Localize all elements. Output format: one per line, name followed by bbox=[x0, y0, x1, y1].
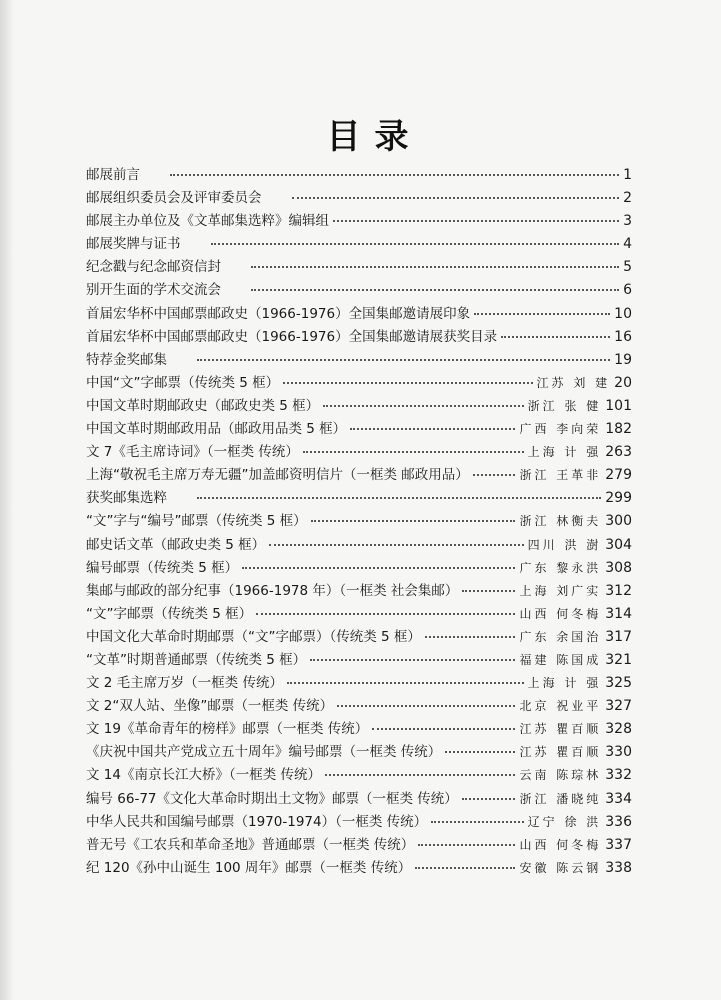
toc-entry-title: “文革”时期普通邮票（传统类 5 框） bbox=[86, 651, 307, 668]
toc-entry-page: 312 bbox=[605, 582, 632, 599]
toc-entry-title: 邮展奖牌与证书 bbox=[86, 236, 181, 253]
toc-entry[interactable] bbox=[86, 740, 632, 763]
toc-entry[interactable] bbox=[86, 763, 632, 786]
dot-leader bbox=[323, 405, 523, 407]
toc-entry-author: 江苏 瞿百顺 bbox=[519, 745, 602, 760]
toc-entry-page: 336 bbox=[605, 813, 632, 830]
toc-entry-title: 文 14《南京长江大桥》（一框类 传统） bbox=[86, 767, 322, 784]
toc-entry-page: 328 bbox=[605, 721, 632, 738]
toc-entry[interactable] bbox=[86, 556, 632, 579]
toc-entry-page: 4 bbox=[623, 236, 632, 253]
toc-entry[interactable] bbox=[86, 856, 632, 879]
toc-entry[interactable] bbox=[86, 278, 632, 301]
toc-entry-author: 山西 何冬梅 bbox=[519, 837, 602, 852]
dot-leader bbox=[197, 359, 610, 361]
toc-entry-author: 上海 刘广实 bbox=[519, 583, 602, 598]
dot-leader bbox=[445, 751, 515, 753]
toc-entry[interactable] bbox=[86, 602, 632, 625]
dot-leader bbox=[462, 798, 516, 800]
toc-entry-page: 308 bbox=[605, 559, 632, 576]
toc-entry-title: 邮展组织委员会及评审委员会 bbox=[86, 190, 262, 207]
dot-leader bbox=[256, 613, 515, 615]
dot-leader bbox=[170, 174, 619, 176]
toc-entry-title: 获奖邮集选粹 bbox=[86, 490, 167, 507]
toc-entry-page: 3 bbox=[623, 213, 632, 230]
toc-entry-page: 321 bbox=[605, 651, 632, 668]
toc-entry-page: 334 bbox=[605, 790, 632, 807]
toc-entry-author: 四川 洪 澍 bbox=[527, 537, 602, 552]
toc-entry[interactable] bbox=[86, 255, 632, 278]
toc-entry[interactable] bbox=[86, 440, 632, 463]
toc-entry-title: “文”字邮票（传统类 5 框） bbox=[86, 605, 253, 622]
toc-entry-page: 101 bbox=[605, 397, 632, 414]
dot-leader bbox=[418, 844, 515, 846]
toc-entry-page: 314 bbox=[605, 605, 632, 622]
toc-entry-author: 浙江 王革非 bbox=[519, 468, 602, 483]
toc-entry-title: 别开生面的学术交流会 bbox=[86, 282, 221, 299]
toc-entry-title: 编号邮票（传统类 5 框） bbox=[86, 559, 239, 576]
dot-leader bbox=[292, 197, 620, 199]
toc-entry[interactable] bbox=[86, 163, 632, 186]
toc-entry-author: 江苏 瞿百顺 bbox=[519, 722, 602, 737]
dot-leader bbox=[372, 728, 515, 730]
toc-entry-page: 325 bbox=[605, 675, 632, 692]
toc-entry[interactable] bbox=[86, 648, 632, 671]
toc-entry-page: 16 bbox=[614, 328, 632, 345]
toc-entry-title: 上海“敬祝毛主席万寿无疆”加盖邮资明信片（一框类 邮政用品） bbox=[86, 467, 469, 484]
dot-leader bbox=[473, 474, 516, 476]
toc-entry[interactable] bbox=[86, 209, 632, 232]
toc-entry-title: 集邮与邮政的部分纪事（1966-1978 年）（一框类 社会集邮） bbox=[86, 582, 459, 599]
toc-entry-title: 特荐金奖邮集 bbox=[86, 351, 167, 368]
toc-entry-author: 浙江 林衡夫 bbox=[519, 514, 602, 529]
toc-entry-title: 首届宏华杯中国邮票邮政史（1966-1976）全国集邮邀请展获奖目录 bbox=[86, 328, 498, 345]
dot-leader bbox=[474, 313, 610, 315]
dot-leader bbox=[462, 590, 515, 592]
toc-entry[interactable] bbox=[86, 833, 632, 856]
toc-entry[interactable] bbox=[86, 579, 632, 602]
toc-entry-page: 279 bbox=[605, 467, 632, 484]
toc-entry-author: 云南 陈琮林 bbox=[519, 768, 602, 783]
toc-entry[interactable] bbox=[86, 486, 632, 509]
toc-entry[interactable] bbox=[86, 694, 632, 717]
dot-leader bbox=[415, 867, 515, 869]
dot-leader bbox=[287, 682, 524, 684]
toc-entry-title: 中国文革时期邮政用品（邮政用品类 5 框） bbox=[86, 421, 347, 438]
toc-entry-title: 纪 120《孙中山诞生 100 周年》邮票（一框类 传统） bbox=[86, 859, 412, 876]
toc-entry[interactable] bbox=[86, 625, 632, 648]
toc-entry-title: 《庆祝中国共产党成立五十周年》编号邮票（一框类 传统） bbox=[86, 744, 442, 761]
toc-entry-title: 文 2 毛主席万岁（一框类 传统） bbox=[86, 675, 283, 692]
toc-entry-author: 北京 祝业平 bbox=[519, 699, 602, 714]
dot-leader bbox=[337, 705, 515, 707]
toc-entry-page: 10 bbox=[614, 305, 632, 322]
dot-leader bbox=[310, 659, 515, 661]
toc-entry-title: 中国文革时期邮政史（邮政史类 5 框） bbox=[86, 397, 320, 414]
toc-entry-author: 广东 余国治 bbox=[519, 629, 602, 644]
dot-leader bbox=[350, 428, 515, 430]
dot-leader bbox=[251, 266, 619, 268]
toc-entry-page: 299 bbox=[605, 490, 632, 507]
dot-leader bbox=[251, 289, 619, 291]
toc-entry-author: 浙江 潘晓纯 bbox=[519, 791, 602, 806]
toc-entry-title: 纪念戳与纪念邮资信封 bbox=[86, 259, 221, 276]
toc-entry-page: 2 bbox=[623, 190, 632, 207]
toc-entry[interactable] bbox=[86, 787, 632, 810]
toc-entry[interactable] bbox=[86, 394, 632, 417]
toc-entry[interactable] bbox=[86, 325, 632, 348]
toc-entry-title: 中国“文”字邮票（传统类 5 框） bbox=[86, 374, 280, 391]
toc-entry[interactable] bbox=[86, 348, 632, 371]
toc-entry-title: 邮展前言 bbox=[86, 167, 140, 183]
toc-entry[interactable] bbox=[86, 463, 632, 486]
toc-entry[interactable] bbox=[86, 671, 632, 694]
toc-entry-author: 安徽 陈云钢 bbox=[519, 860, 602, 875]
toc-entry-page: 5 bbox=[623, 259, 632, 276]
dot-leader bbox=[269, 544, 523, 546]
toc-entry-page: 182 bbox=[605, 421, 632, 438]
toc-entry-title: 首届宏华杯中国邮票邮政史（1966-1976）全国集邮邀请展印象 bbox=[86, 305, 471, 322]
toc-entry-page: 327 bbox=[605, 698, 632, 715]
dot-leader bbox=[197, 497, 601, 499]
toc-entry-author: 上海 计 强 bbox=[527, 445, 602, 460]
dot-leader bbox=[425, 636, 516, 638]
toc-entry-title: “文”字与“编号”邮票（传统类 5 框） bbox=[86, 513, 307, 530]
toc-entry-title: 普无号《工农兵和革命圣地》普通邮票（一框类 传统） bbox=[86, 836, 415, 853]
toc-entry-title: 文 2“双人站、坐像”邮票（一框类 传统） bbox=[86, 698, 334, 715]
toc-entry-title: 中国文化大革命时期邮票（“文”字邮票）（传统类 5 框） bbox=[86, 628, 421, 645]
toc-entry-page: 6 bbox=[623, 282, 632, 299]
toc-entry-author: 辽宁 徐 洪 bbox=[527, 814, 602, 829]
toc-entry-page: 338 bbox=[605, 859, 632, 876]
toc-entry-page: 337 bbox=[605, 836, 632, 853]
toc-entry[interactable] bbox=[86, 302, 632, 325]
toc-entry[interactable] bbox=[86, 232, 632, 255]
toc-entry-page: 19 bbox=[614, 351, 632, 368]
table-of-contents bbox=[86, 163, 632, 879]
toc-entry[interactable] bbox=[86, 509, 632, 532]
toc-entry-title: 编号 66-77《文化大革命时期出土文物》邮票（一框类 传统） bbox=[86, 790, 458, 807]
toc-entry[interactable] bbox=[86, 371, 632, 394]
toc-entry-author: 广西 李向荣 bbox=[519, 422, 602, 437]
toc-entry-title: 邮展主办单位及《文革邮集选粹》编辑组 bbox=[86, 213, 329, 230]
toc-entry-page: 317 bbox=[605, 628, 632, 645]
toc-entry-page: 330 bbox=[605, 744, 632, 761]
toc-entry-author: 山西 何冬梅 bbox=[519, 606, 602, 621]
toc-entry-title: 中华人民共和国编号邮票（1970-1974）（一框类 传统） bbox=[86, 813, 428, 830]
dot-leader bbox=[283, 382, 532, 384]
toc-entry-page: 300 bbox=[605, 513, 632, 530]
dot-leader bbox=[333, 220, 619, 222]
toc-entry-author: 江苏 刘 建 bbox=[536, 375, 611, 390]
dot-leader bbox=[501, 336, 610, 338]
toc-entry-page: 332 bbox=[605, 767, 632, 784]
toc-entry-author: 浙江 张 健 bbox=[527, 398, 602, 413]
dot-leader bbox=[303, 451, 524, 453]
toc-entry-title: 文 19《革命青年的榜样》邮票（一框类 传统） bbox=[86, 721, 369, 738]
toc-entry-author: 上海 计 强 bbox=[527, 676, 602, 691]
dot-leader bbox=[242, 567, 515, 569]
toc-entry-page: 263 bbox=[605, 444, 632, 461]
toc-entry-page: 20 bbox=[614, 374, 632, 391]
toc-entry[interactable] bbox=[86, 417, 632, 440]
toc-entry[interactable] bbox=[86, 810, 632, 833]
toc-entry-title: 文 7《毛主席诗词》（一框类 传统） bbox=[86, 444, 299, 461]
toc-entry-title: 邮史话文革（邮政史类 5 框） bbox=[86, 536, 266, 553]
toc-entry[interactable] bbox=[86, 717, 632, 740]
page-title: 目录 bbox=[326, 116, 423, 157]
dot-leader bbox=[431, 821, 524, 823]
dot-leader bbox=[325, 774, 515, 776]
dot-leader bbox=[211, 243, 620, 245]
toc-entry-page: 304 bbox=[605, 536, 632, 553]
toc-entry-author: 福建 陈国成 bbox=[519, 652, 602, 667]
toc-entry-author: 广东 黎永洪 bbox=[519, 560, 602, 575]
toc-entry[interactable] bbox=[86, 533, 632, 556]
dot-leader bbox=[311, 520, 516, 522]
toc-entry-page: 1 bbox=[623, 167, 632, 183]
toc-entry[interactable] bbox=[86, 186, 632, 209]
